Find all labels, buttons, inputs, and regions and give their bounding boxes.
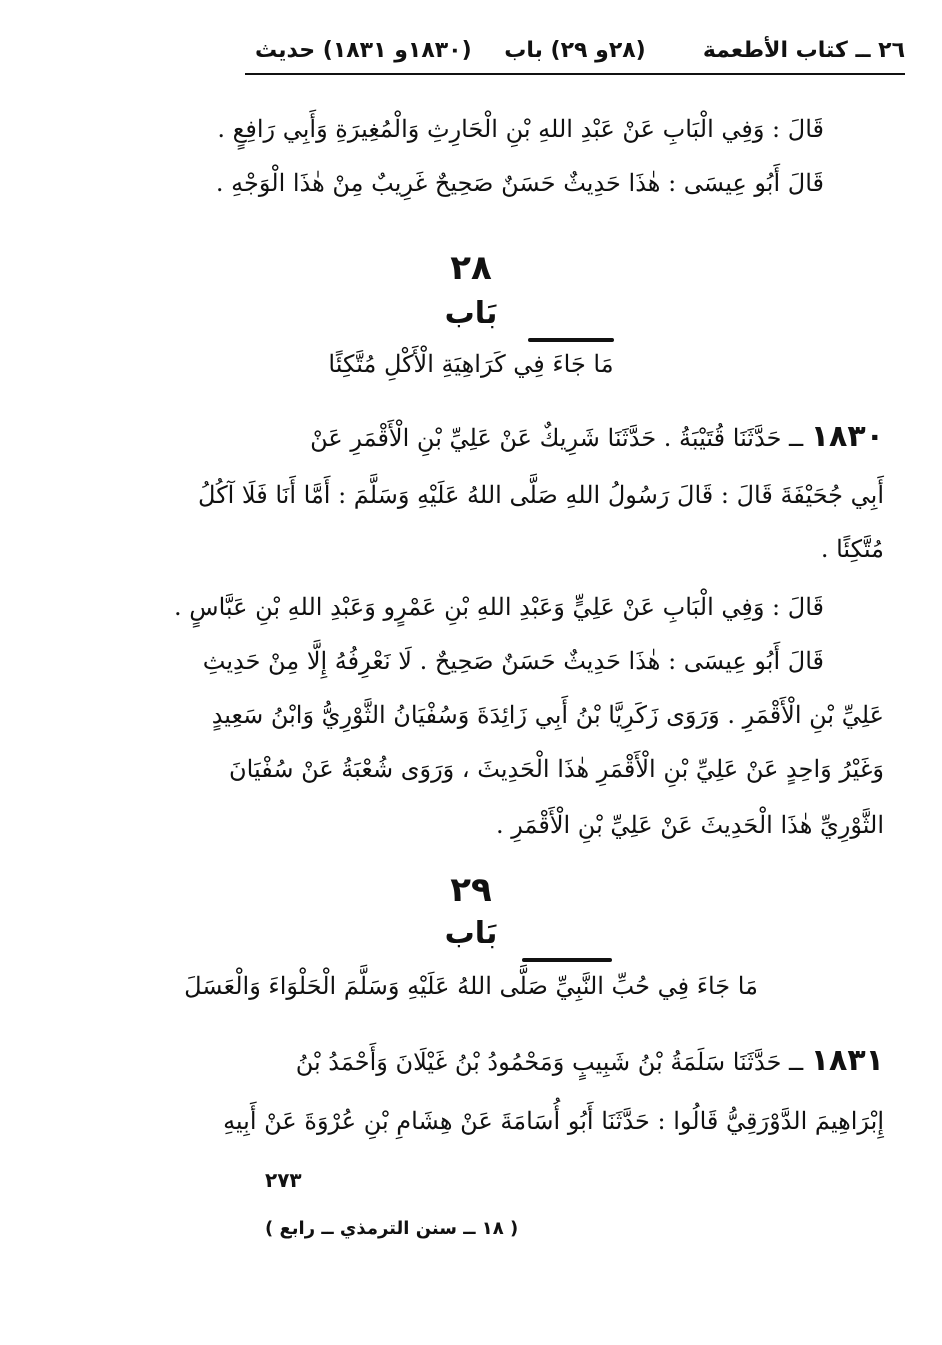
commentary-1830-line-2: قَالَ أَبُو عِيسَى : هٰذَا حَدِيثٌ حَسَنٌ صَحِيحٌ . لَا نَعْرِفُهُ إِلَّا مِنْ حَدِيثِ: [202, 647, 824, 675]
hadith-1830-text-1: ــ حَدَّثَنَا قُتَيْبَةُ . حَدَّثَنَا شَرِيكٌ عَنْ عَلِيِّ بْنِ الْأَقْمَرِ عَنْ: [310, 424, 804, 452]
intro-line-1: قَالَ : وَفِي الْبَابِ عَنْ عَبْدِ اللهِ بْنِ الْحَارِثِ وَالْمُغِيرَةِ وَأَبِي رَافِعٍ .: [217, 115, 824, 143]
commentary-1830-line-1: قَالَ : وَفِي الْبَابِ عَنْ عَلِيٍّ وَعَبْدِ اللهِ بْنِ عَمْرٍو وَعَبْدِ اللهِ بْنِ عَبَّاسٍ .: [174, 593, 824, 621]
chapter-28-underline: [528, 338, 614, 342]
commentary-1830-line-4: وَغَيْرُ وَاحِدٍ عَنْ عَلِيِّ بْنِ الْأَقْمَرِ هٰذَا الْحَدِيثَ ، وَرَوَى شُعْبَةُ عَنْ سُفْيَانَ: [229, 755, 884, 783]
chapter-28-title: مَا جَاءَ فِي كَرَاهِيَةِ الْأَكْلِ مُتَّكِئًا: [328, 350, 614, 378]
header-page-ref: ٢٦ ــ كتاب الأطعمة: [702, 38, 905, 63]
chapter-29-title: مَا جَاءَ فِي حُبِّ النَّبِيِّ صَلَّى اللهُ عَلَيْهِ وَسَلَّمَ الْحَلْوَاءَ وَالْعَسَلَ: [184, 972, 758, 1000]
hadith-1831-text-1: ــ حَدَّثَنَا سَلَمَةُ بْنُ شَبِيبٍ وَمَحْمُودُ بْنُ غَيْلَانَ وَأَحْمَدُ بْنُ: [295, 1048, 804, 1076]
hadith-1830-number: ١٨٣٠: [810, 419, 884, 454]
intro-line-2: قَالَ أَبُو عِيسَى : هٰذَا حَدِيثٌ حَسَنٌ صَحِيحٌ غَرِيبٌ مِنْ هٰذَا الْوَجْهِ .: [215, 169, 824, 197]
hadith-1831-line-2: إِبْرَاهِيمَ الدَّوْرَقِيُّ قَالُوا : حَدَّثَنَا أَبُو أُسَامَةَ عَنْ هِشَامِ بْنِ عُرْوَةَ عَنْ أَبِيهِ: [223, 1107, 884, 1135]
header-chapters: (٢٨و ٢٩) باب: [504, 38, 646, 63]
hadith-1830-line-2: أَبِي جُحَيْفَةَ قَالَ : قَالَ رَسُولُ اللهِ صَلَّى اللهُ عَلَيْهِ وَسَلَّمَ : أَمَّا أَنَا فَلَا آكُلُ: [198, 481, 884, 509]
hadith-1831-number: ١٨٣١: [810, 1043, 884, 1078]
hadith-1831-line-1: [296, 1044, 884, 1079]
signature-mark: ( ١٨ ــ سنن الترمذي ــ رابع ): [265, 1218, 519, 1239]
commentary-1830-line-5: الثَّوْرِيِّ هٰذَا الْحَدِيثَ عَنْ عَلِيِّ بْنِ الْأَقْمَرِ .: [495, 811, 884, 839]
hadith-1830-line-3: مُتَّكِئًا .: [820, 535, 884, 563]
chapter-29-bab: بَاب: [444, 916, 498, 951]
chapter-28-bab: بَاب: [444, 296, 498, 331]
header-rule: [245, 73, 905, 75]
hadith-1830-line-1: [310, 420, 884, 455]
running-header: [245, 36, 905, 70]
chapter-29-number: ٢٩: [450, 870, 492, 910]
commentary-1830-line-3: عَلِيِّ بْنِ الْأَقْمَرِ . وَرَوَى زَكَرِيَّا بْنُ أَبِي زَائِدَةَ وَسُفْيَانُ الثَّوْرِيُّ وَابْنُ سَعِيدٍ: [211, 701, 884, 729]
chapter-28-number: ٢٨: [450, 248, 492, 288]
header-hadiths: (١٨٣٠و ١٨٣١) حديث: [255, 38, 472, 63]
page-number: ٢٧٣: [265, 1168, 302, 1192]
chapter-29-underline: [522, 958, 612, 962]
